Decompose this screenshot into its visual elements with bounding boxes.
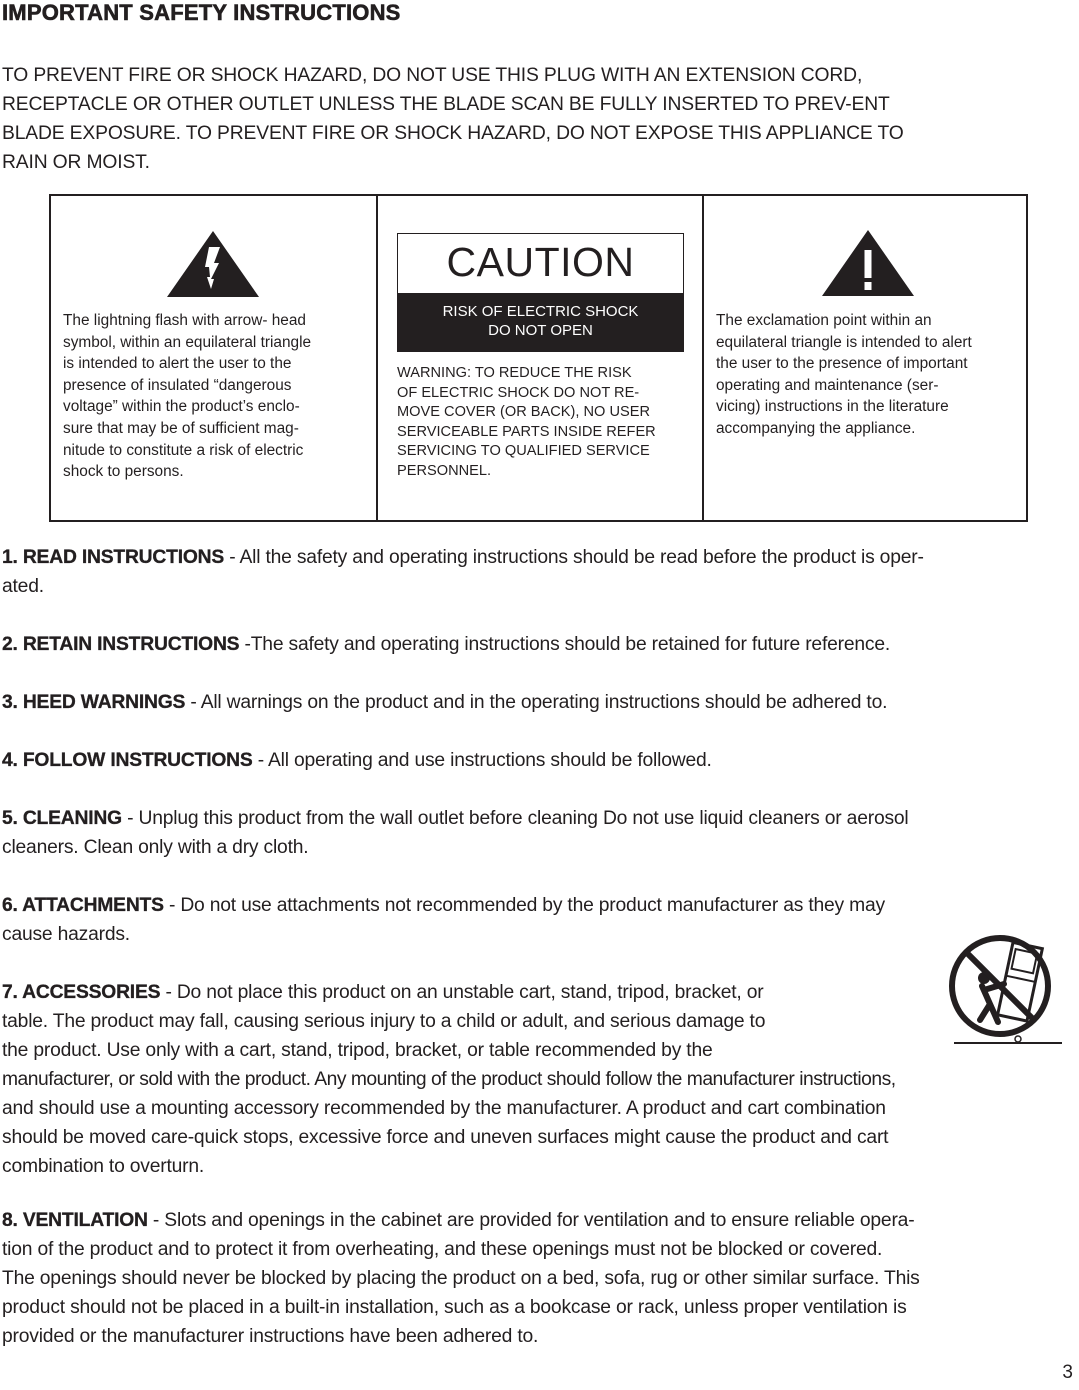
lightning-symbol-explanation: The lightning flash with arrow- head symbol, within an equilateral triangle is intended to alert the user to the presence of insulated “dangerous voltage” within the product’s enclo- sure that may be of sufficient mag- nitude to constitute a risk of electric shock to persons. xyxy=(63,312,312,481)
instruction-attachments: 6. ATTACHMENTS - Do not use attachments not recommended by the product manufacturer as they may cause hazards. xyxy=(2,895,885,945)
instruction-heading: 4. FOLLOW INSTRUCTIONS xyxy=(2,750,253,771)
instruction-heading: 5. CLEANING xyxy=(2,808,122,829)
page-number: 3 xyxy=(1062,1362,1073,1383)
instruction-heading: 3. HEED WARNINGS xyxy=(2,692,186,713)
instruction-heading: 8. VENTILATION xyxy=(2,1210,148,1231)
caution-label xyxy=(397,233,684,352)
instruction-heading: 7. ACCESSORIES xyxy=(2,982,161,1003)
caution-warning-text: WARNING: TO REDUCE THE RISK OF ELECTRIC SHOCK DO NOT RE- MOVE COVER (OR BACK), NO USER SERVICEABLE PARTS INSIDE REFER SERVICING TO QUALIFIED SERVICE PERSONNEL. xyxy=(397,365,656,479)
panel-divider xyxy=(702,196,704,520)
instruction-ventilation: 8. VENTILATION - Slots and openings in the cabinet are provided for ventilation and to ensure reliable opera- tion of the product and to protect it from overheating, and these openings must not be blocked or covered. The openings should never be blocked by placing the product on a bed, sofa, rug or other similar surface. This product should not be placed in a built-in installation, such as a bookcase or rack, unless proper ventilation is provided or the manufacturer instructions have been adhered to. xyxy=(2,1210,920,1347)
page-title: IMPORTANT SAFETY INSTRUCTIONS xyxy=(2,0,401,25)
cart-tipover-warning-icon xyxy=(946,934,1066,1046)
intro-line: BLADE EXPOSURE. TO PREVENT FIRE OR SHOCK HAZARD, DO NOT EXPOSE THIS APPLIANCE TO xyxy=(2,123,904,144)
safety-symbols-box xyxy=(49,194,1028,522)
exclamation-triangle-icon xyxy=(820,228,916,298)
intro-line: TO PREVENT FIRE OR SHOCK HAZARD, DO NOT USE THIS PLUG WITH AN EXTENSION CORD, xyxy=(2,65,863,86)
intro-warning xyxy=(2,61,1074,177)
intro-line: RECEPTACLE OR OTHER OUTLET UNLESS THE BLADE SCAN BE FULLY INSERTED TO PREV-ENT xyxy=(2,94,890,115)
instruction-heading: 6. ATTACHMENTS xyxy=(2,895,164,916)
instruction-retain: 2. RETAIN INSTRUCTIONS -The safety and operating instructions should be retained for future reference. xyxy=(2,634,891,655)
lightning-triangle-icon xyxy=(165,229,261,299)
panel-divider xyxy=(376,196,378,520)
instruction-follow: 4. FOLLOW INSTRUCTIONS - All operating and use instructions should be followed. xyxy=(2,750,712,771)
intro-line: RAIN OR MOIST. xyxy=(2,152,150,173)
instruction-read: 1. READ INSTRUCTIONS - All the safety and operating instructions should be read before the product is oper- ated. xyxy=(2,547,924,597)
caution-band-line: RISK OF ELECTRIC SHOCK xyxy=(442,303,639,320)
instruction-heed-warnings: 3. HEED WARNINGS - All warnings on the product and in the operating instructions should be adhered to. xyxy=(2,692,888,713)
instruction-heading: 2. RETAIN INSTRUCTIONS xyxy=(2,634,240,655)
exclamation-symbol-explanation: The exclamation point within an equilateral triangle is intended to alert the user to the presence of important operating and maintenance (ser- vicing) instructions in the literature accompanying the appliance. xyxy=(716,312,972,437)
caution-heading: CAUTION xyxy=(446,239,635,285)
instruction-cleaning: 5. CLEANING - Unplug this product from the wall outlet before cleaning Do not use liquid cleaners or aerosol cleaners. Clean only with a dry cloth. xyxy=(2,808,909,858)
instruction-heading: 1. READ INSTRUCTIONS xyxy=(2,547,225,568)
caution-band-line: DO NOT OPEN xyxy=(488,322,593,339)
instruction-accessories: 7. ACCESSORIES - Do not place this product on an unstable cart, stand, tripod, bracket, or table. The product may fall, causing serious injury to a child or adult, and serious damage to the product. Use only with a cart, stand, tripod, bracket, or table recommended by the manufacturer, or sold with the product. Any mounting of the product should follow the manufacturer instructions, and should use a mounting accessory recommended by the manufacturer. A product and cart combination should be moved care-quick stops, excessive force and uneven surfaces might cause the product and cart combination to overturn. xyxy=(2,982,896,1177)
caution-band xyxy=(398,293,683,351)
